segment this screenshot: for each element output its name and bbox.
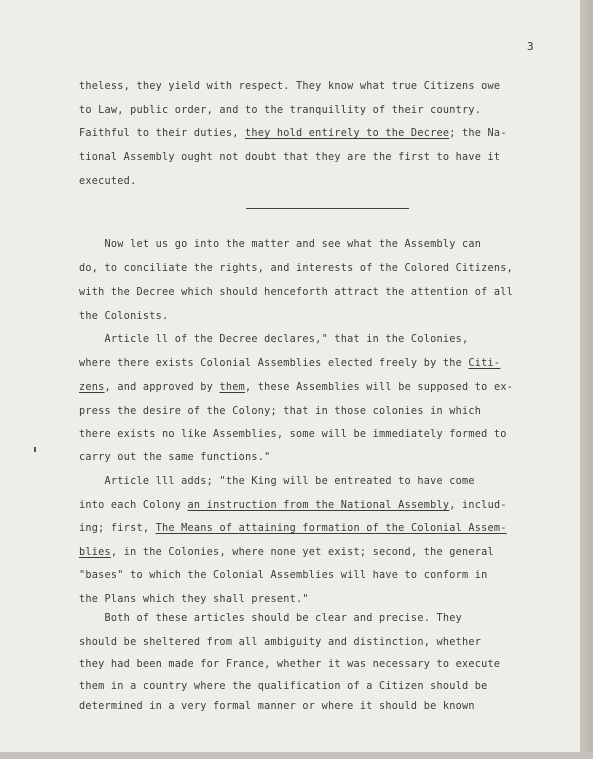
page-number: 3: [527, 40, 534, 53]
text-line: executed.: [79, 176, 137, 187]
section-divider: [246, 208, 409, 209]
page-edge: [580, 0, 593, 759]
text-line: should be sheltered from all ambiguity and distinction, whether: [79, 637, 482, 648]
text-line: where there exists Colonial Assemblies elected freely by the Citi-: [79, 358, 501, 369]
text-line: the Plans which they shall present.": [79, 594, 309, 605]
text-line: Faithful to their duties, they hold entirely to the Decree; the Na-: [79, 128, 507, 139]
text-line: them in a country where the qualification of a Citizen should be: [79, 681, 488, 692]
text-line: tional Assembly ought not doubt that they are the first to have it: [79, 152, 501, 163]
text-line: they had been made for France, whether it was necessary to execute: [79, 659, 501, 670]
text-line: Article lll adds; "the King will be entreated to have come: [79, 476, 475, 487]
text-line: zens, and approved by them, these Assemblies will be supposed to ex-: [79, 382, 514, 393]
text-line: ing; first, The Means of attaining formation of the Colonial Assem-: [79, 523, 507, 534]
text-line: theless, they yield with respect. They know what true Citizens owe: [79, 81, 501, 92]
text-line: "bases" to which the Colonial Assemblies will have to conform in: [79, 570, 488, 581]
text-line: there exists no like Assemblies, some will be immediately formed to: [79, 429, 507, 440]
text-line: press the desire of the Colony; that in those colonies in which: [79, 406, 482, 417]
text-line: to Law, public order, and to the tranquillity of their country.: [79, 105, 482, 116]
text-line: with the Decree which should henceforth attract the attention of all: [79, 287, 514, 298]
text-line: do, to conciliate the rights, and interests of the Colored Citizens,: [79, 263, 514, 274]
text-line: blies, in the Colonies, where none yet exist; second, the general: [79, 547, 494, 558]
text-line: the Colonists.: [79, 311, 169, 322]
text-line: into each Colony an instruction from the National Assembly, includ-: [79, 500, 507, 511]
text-line: Article ll of the Decree declares," that in the Colonies,: [79, 334, 469, 345]
margin-mark: [34, 447, 36, 452]
text-line: determined in a very formal manner or where it should be known: [79, 701, 475, 712]
text-line: Both of these articles should be clear and precise. They: [79, 613, 463, 624]
text-line: carry out the same functions.": [79, 452, 271, 463]
background-strip: [0, 752, 593, 759]
text-line: Now let us go into the matter and see what the Assembly can: [79, 239, 482, 250]
